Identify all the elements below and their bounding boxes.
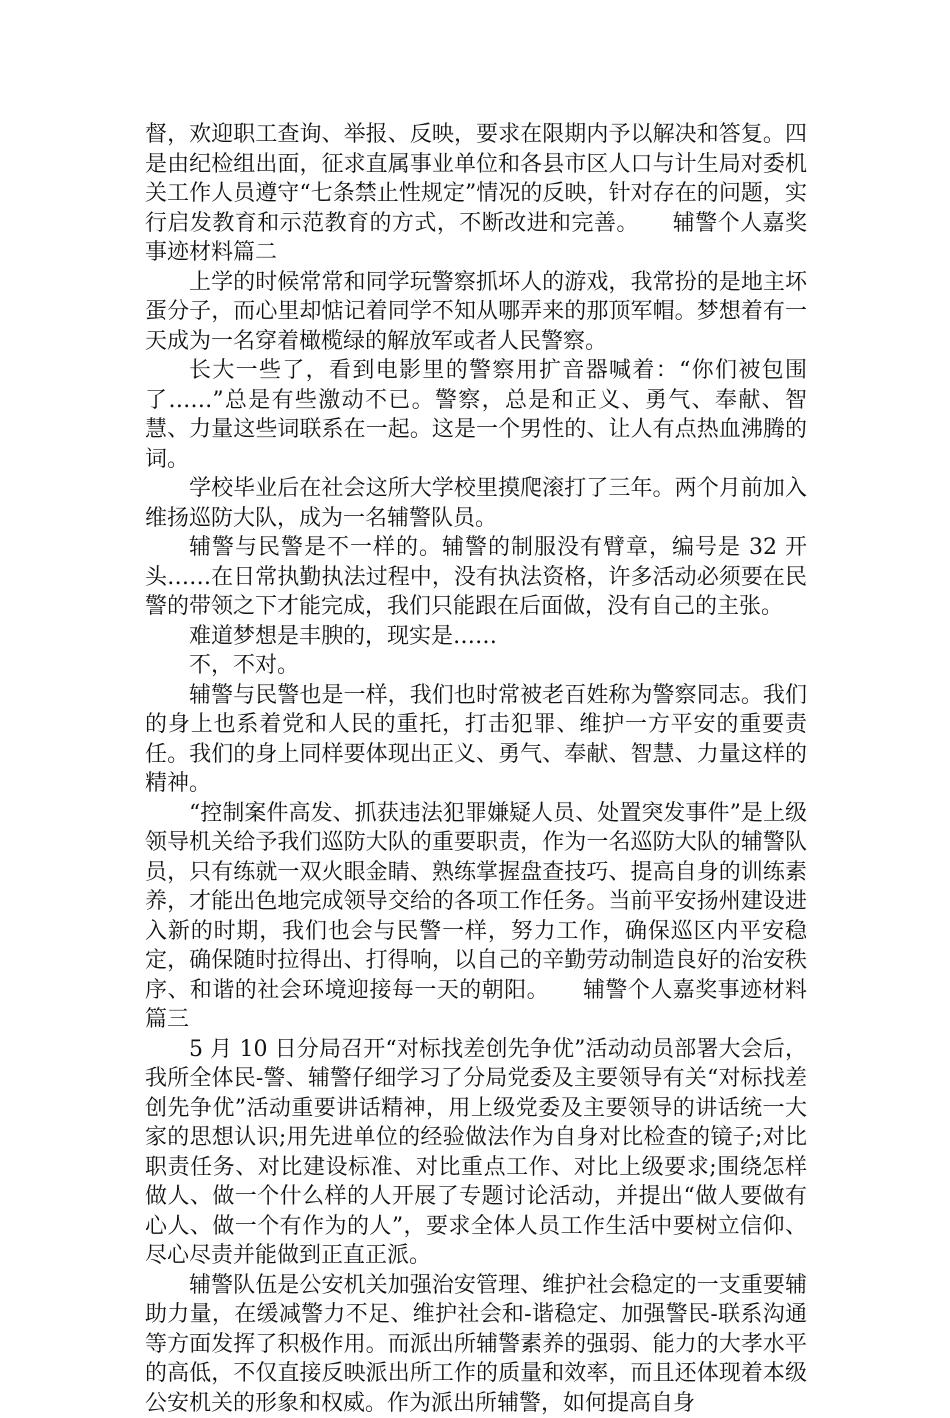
document-page: [145, 120, 807, 1418]
paragraph-9: “控制案件高发、抓获违法犯罪嫌疑人员、处置突发事件”是上级领导机关给予我们巡防大队的重要职责，作为一名巡防大队的辅警队员，只有练就一双火眼金睛、熟练掌握盘查技巧、提高自身的训练素养，才能出色地完成领导交给的各项工作任务。当前平安扬州建设进入新的时期，我们也会与民警一样，努力工作，确保巡区内平安稳定，确保随时拉得出、打得响，以自己的辛勤劳动制造良好的治安秩序、和谐的社会环境迎接每一天的朝阳。 辅警个人嘉奖事迹材料篇三: [145, 799, 807, 1035]
paragraph-2: 上学的时候常常和同学玩警察抓坏人的游戏，我常扮的是地主坏蛋分子，而心里却惦记着同学不知从哪弄来的那顶军帽。梦想着有一天成为一名穿着橄榄绿的解放军或者人民警察。: [145, 268, 807, 357]
paragraph-7: 不，不对。: [145, 651, 807, 681]
paragraph-4: 学校毕业后在社会这所大学校里摸爬滚打了三年。两个月前加入维扬巡防大队，成为一名辅警队员。: [145, 474, 807, 533]
paragraph-10: 5 月 10 日分局召开“对标找差创先争优”活动动员部署大会后，我所全体民-警、辅警仔细学习了分局党委及主要领导有关“对标找差创先争优”活动重要讲话精神，用上级党委及主要领导的讲话统一大家的思想认识;用先进单位的经验做法作为自身对比检查的镜子;对比职责任务、对比建设标准、对比重点工作、对比上级要求;围绕怎样做人、做一个什么样的人开展了专题讨论活动，并提出“做人要做有心人、做一个有作为的人”，要求全体人员工作生活中要树立信仰、尽心尽责并能做到正直正派。: [145, 1035, 807, 1271]
paragraph-11: 辅警队伍是公安机关加强治安管理、维护社会稳定的一支重要辅助力量，在缓减警力不足、维护社会和-谐稳定、加强警民-联系沟通等方面发挥了积极作用。而派出所辅警素养的强弱、能力的大孝水平的高低，不仅直接反映派出所工作的质量和效率，而且还体现着本级公安机关的形象和权威。作为派出所辅警，如何提高自身: [145, 1271, 807, 1418]
paragraph-6: 难道梦想是丰腴的，现实是……: [145, 622, 807, 652]
paragraph-1: 督，欢迎职工查询、举报、反映，要求在限期内予以解决和答复。四是由纪检组出面，征求直属事业单位和各县市区人口与计生局对委机关工作人员遵守“七条禁止性规定”情况的反映，针对存在的问题，实行启发教育和示范教育的方式，不断改进和完善。 辅警个人嘉奖事迹材料篇二: [145, 120, 807, 268]
paragraph-5: 辅警与民警是不一样的。辅警的制服没有臂章，编号是 32 开头……在日常执勤执法过程中，没有执法资格，许多活动必须要在民警的带领之下才能完成，我们只能跟在后面做，没有自己的主张。: [145, 533, 807, 622]
paragraph-8: 辅警与民警也是一样，我们也时常被老百姓称为警察同志。我们的身上也系着党和人民的重托，打击犯罪、维护一方平安的重要责任。我们的身上同样要体现出正义、勇气、奉献、智慧、力量这样的精神。: [145, 681, 807, 799]
paragraph-3: 长大一些了，看到电影里的警察用扩音器喊着：“你们被包围了……”总是有些激动不已。警察，总是和正义、勇气、奉献、智慧、力量这些词联系在一起。这是一个男性的、让人有点热血沸腾的词。: [145, 356, 807, 474]
